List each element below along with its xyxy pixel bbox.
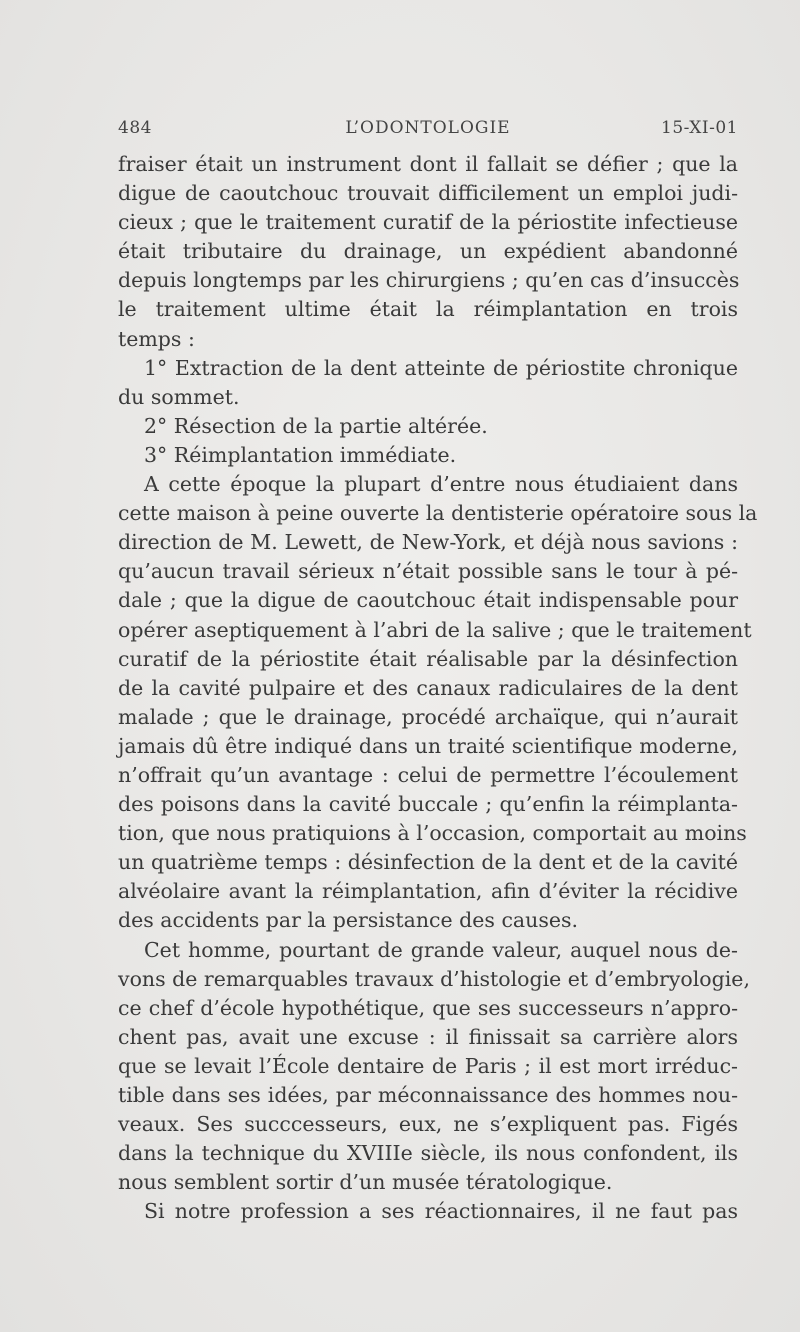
text-line: n’offrait qu’un avantage : celui de permettre l’écoulement <box>118 762 738 787</box>
text-line: A cette époque la plupart d’entre nous étudiaient dans <box>144 472 738 497</box>
text-line: du sommet. <box>118 384 240 409</box>
text-line: Cet homme, pourtant de grande valeur, auquel nous de- <box>144 937 738 962</box>
page-header <box>118 118 738 142</box>
text-line: 1° Extraction de la dent atteinte de périostite chronique <box>144 355 738 380</box>
body-text <box>118 150 758 1226</box>
text-line: tible dans ses idées, par méconnaissance des hommes nou- <box>118 1083 738 1107</box>
text-line: veaux. Ses succcesseurs, eux, ne s’expliquent pas. Figés <box>118 1112 738 1137</box>
text-line: curatif de la périostite était réalisable par la désinfection <box>118 646 738 671</box>
text-line: chent pas, avait une excuse : il finissait sa carrière alors <box>118 1024 738 1049</box>
text-line: dans la technique du XVIIIe siècle, ils nous confondent, ils <box>118 1141 738 1166</box>
text-line: Si notre profession a ses réactionnaires, il ne faut pas <box>144 1199 738 1224</box>
text-line: ce chef d’école hypothétique, que ses successeurs n’appro- <box>118 995 738 1020</box>
issue-date: 15-XI-01 <box>661 118 738 138</box>
text-line: cieux ; que le traitement curatif de la périostite infectieuse <box>118 210 738 235</box>
text-line: que se levait l’École dentaire de Paris ; il est mort irréduc- <box>118 1053 738 1078</box>
text-line: fraiser était un instrument dont il fallait se défier ; que la <box>118 152 738 176</box>
text-line: alvéolaire avant la réimplantation, afin d’éviter la récidive <box>118 879 738 904</box>
text-line: de la cavité pulpaire et des canaux radiculaires de la dent <box>118 675 738 700</box>
text-line: 3° Réimplantation immédiate. <box>144 442 457 467</box>
text-line: direction de M. Lewett, de New-York, et déjà nous savions : <box>118 530 738 555</box>
text-line: cette maison à peine ouverte la dentisterie opératoire sous la <box>118 501 758 526</box>
text-line: opérer aseptiquement à l’abri de la salive ; que le traitement <box>118 617 752 642</box>
text-line: 2° Résection de la partie altérée. <box>144 413 488 438</box>
text-line: qu’aucun travail sérieux n’était possible sans le tour à pé- <box>118 559 738 584</box>
text-line: était tributaire du drainage, un expédient abandonné <box>118 239 738 264</box>
text-line: vons de remarquables travaux d’histologie et d’embryologie, <box>118 966 750 991</box>
text-line: des poisons dans la cavité buccale ; qu’enfin la réimplanta- <box>118 792 738 817</box>
text-line: depuis longtemps par les chirurgiens ; qu’en cas d’insuccès <box>118 268 740 293</box>
text-line: jamais dû être indiqué dans un traité scientifique moderne, <box>118 733 738 758</box>
text-line: temps : <box>118 326 195 351</box>
text-line: dale ; que la digue de caoutchouc était indispensable pour <box>118 588 738 613</box>
text-line: malade ; que le drainage, procédé archaïque, qui n’aurait <box>118 704 738 729</box>
running-title: L’ODONTOLOGIE <box>345 118 511 138</box>
page-number: 484 <box>118 118 152 138</box>
text-line: des accidents par la persistance des causes. <box>118 908 579 933</box>
text-line: tion, que nous pratiquions à l’occasion, comportait au moins <box>118 821 747 846</box>
text-line: digue de caoutchouc trouvait difficilement un emploi judi- <box>118 181 738 206</box>
text-line: nous semblent sortir d’un musée tératologique. <box>118 1170 613 1195</box>
text-line: le traitement ultime était la réimplantation en trois <box>118 297 738 322</box>
text-line: un quatrième temps : désinfection de la dent et de la cavité <box>118 850 738 875</box>
